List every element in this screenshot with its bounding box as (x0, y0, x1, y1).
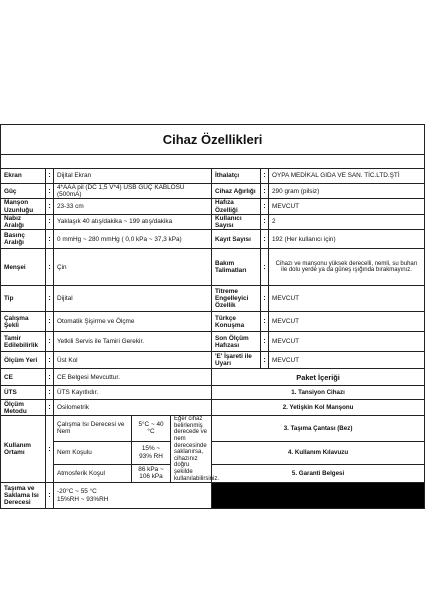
label-olcum-metodu: Ölçüm Metodu (1, 400, 46, 416)
label-olcum-yeri: Ölçüm Yeri (1, 352, 46, 369)
value-kayit: 192 (Her kullanıcı için) (269, 230, 425, 249)
value-basinc: 0 mmHg ~ 280 mmHg ( 0,0 kPa ~ 37,3 kPa) (54, 230, 212, 249)
usage-note: Eğer cihaz belirlenmiş derecede ve nem derecesinde saklanırsa, cihazınız doğru şekilde kullanılabilirsiniz. (171, 416, 212, 483)
label-son-olcum: Son Ölçüm Hafızası (212, 332, 261, 352)
package-item: 2. Yetişkin Kol Manşonu (212, 400, 425, 416)
package-item: 4. Kullanım Kılavuzu (212, 441, 425, 464)
usage-row-name: Çalışma Isı Derecesi ve Nem (54, 416, 132, 441)
value-e-isareti: MEVCUT (269, 352, 425, 369)
label-hafiza: Hafıza Özelliği (212, 199, 261, 214)
label-mensei: Menşei (1, 249, 46, 286)
storage-humidity: 15%RH ~ 93%RH (57, 495, 109, 503)
package-item: 1. Tansiyon Cihazı (212, 386, 425, 400)
label-guc: Güç (1, 184, 46, 199)
page-title: Cihaz Özellikleri (1, 125, 425, 155)
value-mensei: Çin (54, 249, 212, 286)
usage-row-value: 15% ~ 93% RH (132, 441, 171, 464)
value-ce: CE Belgesi Mevcuttur. (54, 369, 212, 386)
label-tasima-saklama: Taşıma ve Saklama Isı Derecesi (1, 483, 46, 509)
label-ekran: Ekran (1, 169, 46, 184)
value-ithalatci: OYPA MEDİKAL GIDA VE SAN. TİC.LTD.ŞTİ (269, 169, 425, 184)
label-kullanim-ortami: Kullanım Ortamı (1, 416, 46, 483)
value-olcum-metodu: Osilometrik (54, 400, 212, 416)
label-ce: CE (1, 369, 46, 386)
value-calisma-sekli: Otomatik Şişirme ve Ölçme (54, 312, 212, 332)
storage-temp: -20°C ~ 55 °C (57, 488, 97, 496)
value-tamir: Yetkili Servis ile Tamiri Gerekir. (54, 332, 212, 352)
value-olcum-yeri: Üst Kol (54, 352, 212, 369)
label-e-isareti: 'E' İşareti ile Uyarı (212, 352, 261, 369)
usage-row-value: 5°C ~ 40 °C (132, 416, 171, 441)
value-cihaz-agirligi: 290 gram (pilsiz) (269, 184, 425, 199)
package-item: 3. Taşıma Çantası (Bez) (212, 416, 425, 441)
label-calisma-sekli: Çalışma Şekli (1, 312, 46, 332)
spec-table: Cihaz Özellikleri Ekran : Dijital Ekran İthalatçı : OYPA MEDİKAL GIDA VE SAN. TİC.LTD.ŞTİ Güç : 4*AAA pil (DC 1,5 V*4) USB GÜÇ KABLOSU (500mA) Cihaz Ağırlığı : 290 gram (pilsiz) Manşon Uzunluğu : 23-33 cm Hafıza Özelliği : MEVCUT Nabız Aralığı : Yaklaşık 40 atış/dakika ~ 199 atış/dakika Kullanıcı Sayısı : 2 Basınç Aralığı : 0 mmHg ~ 280 mmHg ( 0,0 kPa ~ 37,3 kPa) Kayıt Sayısı : 192 (Her kullanıcı için) Menşei : Çin Bakım Talimatları : Cihazı ve manşonu yüksek derecelli, nemli, su buharı ile dolu yerde ya da güneş ışığında bırakmayınız. Tip : Dijital Titreme Engelleyici Özellik : MEVCUT Çalışma Şekli : Otomatik Şişirme ve Ölçme Türkçe Konuşma : MEVCUT Tamir Edilebilirlik : Yetkili Servis ile Tamiri Gerekir. Son Ölçüm Hafızası : MEVCUT Ölçüm Yeri : Üst Kol 'E' İşareti ile Uyarı : MEVCUT CE : CE Belgesi Mevcuttur. Paket İçeriği ÜTS : ÜTS Kayıtlıdır. 1. Tansiyon Cihazı Ölçüm Metodu : Osilometrik 2. Yetişkin Kol Manşonu Kullanım Ortamı : Çalışma Isı Derecesi ve Nem 5°C ~ 40 °C Eğer cihaz belirlenmiş derecede ve nem derecesinde saklanırsa, cihazınız doğru şekilde kullanılabilirsiniz. 3. Taşıma Çantası (Bez) Nem Koşulu 15% ~ 93% RH 4. Kullanım Kılavuzu Atmosferik Koşul 86 kPa ~ 106 kPa 5. Garanti Belgesi Taşıma ve Saklama Isı Derecesi : -20°C ~ 55 °C 15%RH ~ 93%RH (0, 124, 425, 509)
label-bakim: Bakım Talimatları (212, 249, 261, 286)
usage-row-name: Atmosferik Koşul (54, 464, 132, 483)
label-tip: Tip (1, 286, 46, 312)
value-kullanici: 2 (269, 214, 425, 229)
value-uts: ÜTS Kayıtlıdır. (54, 386, 212, 400)
value-son-olcum: MEVCUT (269, 332, 425, 352)
value-tip: Dijital (54, 286, 212, 312)
value-titreme: MEVCUT (269, 286, 425, 312)
value-turkce: MEVCUT (269, 312, 425, 332)
value-hafiza: MEVCUT (269, 199, 425, 214)
black-filler (212, 483, 425, 509)
value-bakim: Cihazı ve manşonu yüksek derecelli, nemli, su buharı ile dolu yerde ya da güneş ışığında bırakmayınız. (269, 249, 425, 286)
value-ekran: Dijital Ekran (54, 169, 212, 184)
label-basinc: Basınç Aralığı (1, 230, 46, 249)
value-manson: 23-33 cm (54, 199, 212, 214)
value-guc: 4*AAA pil (DC 1,5 V*4) USB GÜÇ KABLOSU (500mA) (54, 184, 212, 199)
label-tamir: Tamir Edilebilirlik (1, 332, 46, 352)
label-cihaz-agirligi: Cihaz Ağırlığı (212, 184, 261, 199)
package-heading: Paket İçeriği (212, 369, 425, 386)
storage-values (54, 483, 212, 509)
label-nabiz: Nabız Aralığı (1, 214, 46, 229)
label-ithalatci: İthalatçı (212, 169, 261, 184)
label-manson: Manşon Uzunluğu (1, 199, 46, 214)
label-kullanici: Kullanıcı Sayısı (212, 214, 261, 229)
spacer-row (1, 155, 425, 169)
package-item: 5. Garanti Belgesi (212, 464, 425, 483)
label-titreme: Titreme Engelleyici Özellik (212, 286, 261, 312)
label-turkce: Türkçe Konuşma (212, 312, 261, 332)
usage-row-name: Nem Koşulu (54, 441, 132, 464)
label-kayit: Kayıt Sayısı (212, 230, 261, 249)
value-nabiz: Yaklaşık 40 atış/dakika ~ 199 atış/dakika (54, 214, 212, 229)
label-uts: ÜTS (1, 386, 46, 400)
usage-row-value: 86 kPa ~ 106 kPa (132, 464, 171, 483)
